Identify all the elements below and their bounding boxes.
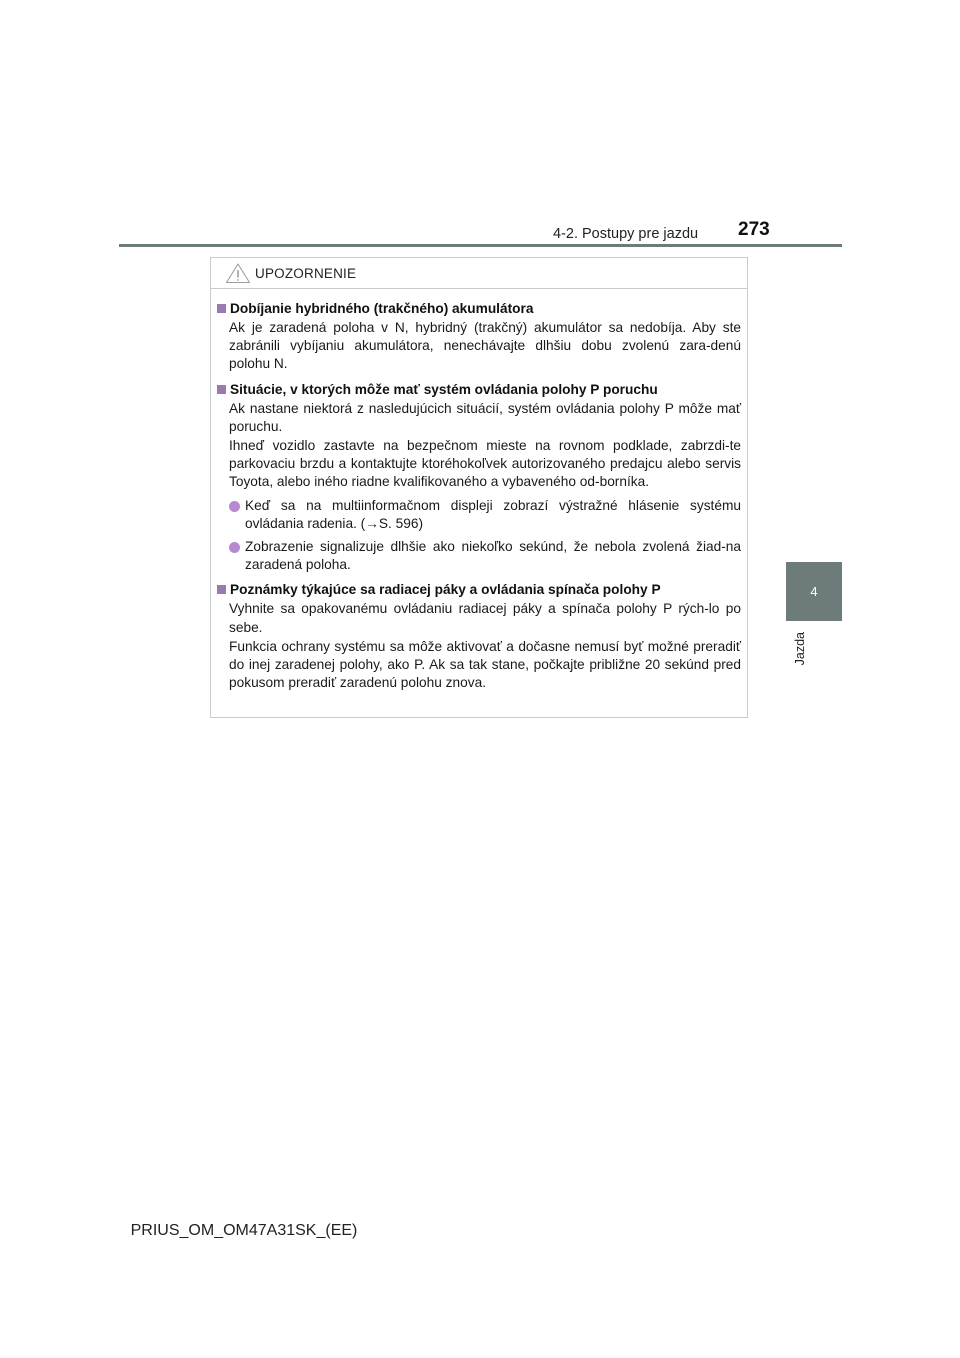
- warning-header: [211, 258, 747, 289]
- paragraph: Ak nastane niektorá z nasledujúcich situácií, systém ovládania polohy P môže mať poruchu.: [229, 400, 741, 434]
- section-heading: [217, 380, 741, 399]
- chapter-tab: [786, 562, 842, 621]
- circle-bullet-icon: [229, 542, 240, 553]
- header-section-title: 4-2. Postupy pre jazdu: [553, 226, 699, 242]
- circle-bullet-icon: [229, 501, 240, 512]
- list-item: [217, 497, 741, 533]
- warning-box: [210, 257, 748, 718]
- square-bullet-icon: [217, 304, 226, 313]
- square-bullet-icon: [217, 385, 226, 394]
- warning-body: [211, 289, 747, 692]
- square-bullet-icon: [217, 585, 226, 594]
- chapter-label-container: [790, 632, 810, 692]
- list-item-text: Zobrazenie signalizuje dlhšie ako niekoľko sekúnd, že nebola zvolená žiad-na zaradená poloha.: [245, 539, 741, 573]
- section-heading-text: Situácie, v ktorých môže mať systém ovládania polohy P poruchu: [230, 381, 658, 397]
- page-number: 273: [738, 219, 770, 240]
- section-heading-text: Dobíjanie hybridného (trakčného) akumulátora: [230, 301, 534, 316]
- list-item: [217, 538, 741, 574]
- header-divider: [119, 244, 842, 247]
- warning-title: UPOZORNENIE: [255, 265, 357, 281]
- section-heading: [217, 299, 741, 318]
- paragraph: Funkcia ochrany systému sa môže aktivovať a dočasne nemusí byť možné preradiť do inej zaradenej polohy, ako P. Ak sa tak stane, počkajte približne 20 sekúnd pred pokusom preradiť zaradenú polohu znova.: [229, 638, 741, 691]
- chapter-label: Jazda: [793, 632, 807, 666]
- warning-triangle-icon: [225, 262, 251, 284]
- section-heading-text: Poznámky týkajúce sa radiacej páky a ovládania spínača polohy P: [230, 582, 661, 598]
- list-item-text: Keď sa na multiinformačnom displeji zobrazí výstražné hlásenie systému ovládania radenia. (→S. 596): [245, 497, 741, 531]
- document-code: PRIUS_OM_OM47A31SK_(EE): [130, 1222, 358, 1239]
- paragraph: Vyhnite sa opakovanému ovládaniu radiacej páky a spínača polohy P rých-lo po sebe.: [229, 601, 741, 635]
- paragraph: Ak je zaradená poloha v N, hybridný (trakčný) akumulátor sa nedobíja. Aby ste zabránili vybíjaniu akumulátora, nenechávajte dlhšiu dobu zvolenú zara-denú polohu N.: [229, 320, 741, 372]
- paragraph: Ihneď vozidlo zastavte na bezpečnom mieste na rovnom podklade, zabrzdi-te parkovaciu brzdu a kontaktujte ktoréhokoľvek autorizovaného predajcu alebo servis Toyota, alebo iného riadne kvalifikovaného a vybaveného od-borníka.: [229, 438, 741, 490]
- section-heading: [217, 580, 741, 599]
- chapter-number: 4: [810, 584, 818, 599]
